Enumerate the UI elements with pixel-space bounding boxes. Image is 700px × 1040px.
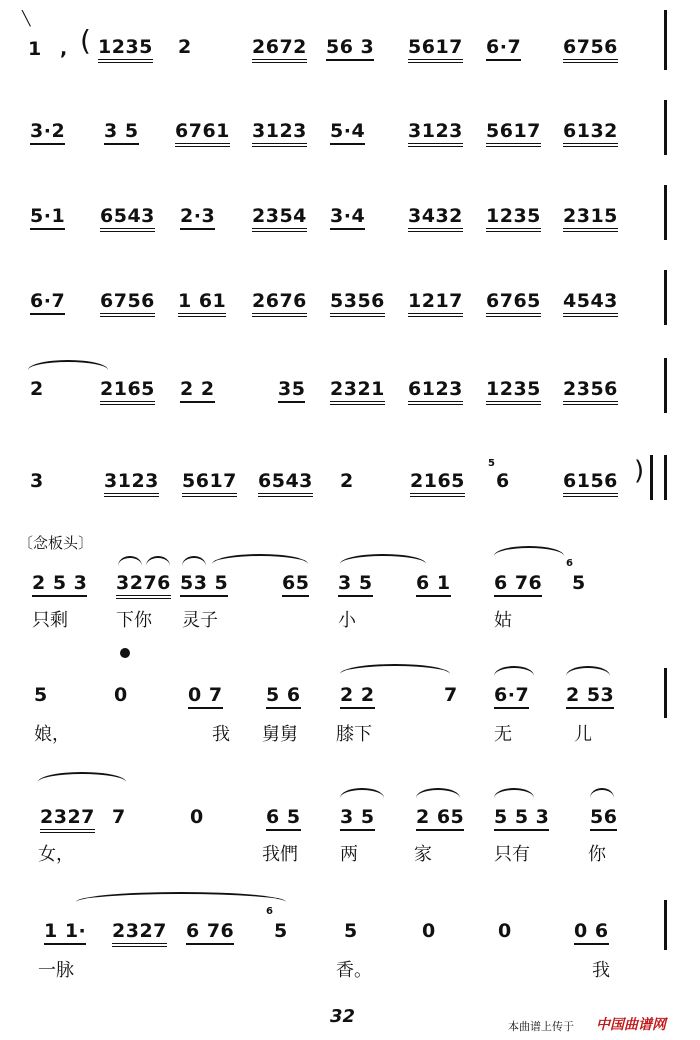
note-group: 6·7 [30,290,65,315]
note-group: 2356 [563,378,618,405]
vocal-note: 7 [112,806,126,828]
lyric: 家 [414,844,432,865]
barline [664,185,667,240]
breath-mark: ╲ [22,11,31,27]
lyric: 儿 [574,724,592,745]
slur [590,788,614,798]
slur [28,360,108,370]
barline [664,100,667,155]
section-label: 〔念板头〕 [18,534,94,552]
lyric: 膝下 [336,724,372,745]
barline [664,358,667,413]
vocal-note: 6 76 [186,920,234,945]
site-logo[interactable]: 中国曲谱网 [596,1017,666,1033]
slur [76,892,286,902]
vocal-note: 0 [498,920,512,942]
note-group: 2676 [252,290,307,317]
note-group: 3 5 [104,120,139,145]
slur [38,772,126,782]
note-group: 5·1 [30,205,65,230]
note-group: 6756 [100,290,155,317]
note-group: 6132 [563,120,618,147]
vocal-note: 53 5 [180,572,228,597]
slur [494,788,534,798]
slur [566,666,610,676]
vocal-note: 3 5 [340,806,375,831]
note-group: 5617 [486,120,541,147]
barline [664,270,667,325]
grace-note: 6 [266,906,273,917]
slur [494,666,534,676]
barline [664,668,667,718]
vocal-note: 3276 [116,572,171,599]
note-group: 2354 [252,205,307,232]
note-group: 5617 [182,470,237,497]
vocal-note: 5 5 3 [494,806,549,831]
vocal-note: 6 5 [266,806,301,831]
note-group: 6543 [100,205,155,232]
note-group: 6·7 [486,36,521,61]
vocal-note: 5 [572,572,586,594]
note-group: 2672 [252,36,307,63]
note-group: 56 3 [326,36,374,61]
vocal-note: 2327 [112,920,167,947]
note-group: 2315 [563,205,618,232]
note-group: 6765 [486,290,541,317]
note-group: 2321 [330,378,385,405]
lyric: 娘， [34,724,70,745]
vocal-note: 56 [590,806,617,831]
vocal-note: 65 [282,572,309,597]
note-group: 1235 [486,378,541,405]
vocal-note: 5 6 [266,684,301,709]
note-group: 1 [28,38,42,60]
lyric: 姑 [494,610,512,631]
note-group: 2 [340,470,354,492]
vocal-note: 0 6 [574,920,609,945]
lyric: 我 [592,960,610,981]
grace-note: 6 [566,558,573,569]
vocal-note: 3 5 [338,572,373,597]
note-group: 1217 [408,290,463,317]
slur [212,554,308,564]
barline [664,10,667,70]
slur [146,556,170,566]
vocal-note: 7 [444,684,458,706]
lyric: 两 [340,844,358,865]
note-group: 3·2 [30,120,65,145]
lyric: 女， [38,844,74,865]
note-group: 2 2 [180,378,215,403]
lyric: 小 [338,610,356,631]
lyric: 只有 [494,844,530,865]
vocal-note: 2 2 [340,684,375,709]
note-group: 3 [30,470,44,492]
vocal-note: 5 [274,920,288,942]
slur [494,546,564,556]
note-group: 5·4 [330,120,365,145]
vocal-note: 1 1· [44,920,86,945]
note-group: 4543 [563,290,618,317]
vocal-note: 6 76 [494,572,542,597]
slur [340,554,426,564]
note-group: 3·4 [330,205,365,230]
comma-mark: , [60,38,68,60]
paren-close: ) [634,456,645,486]
slur [118,556,142,566]
paren-open: ( [80,24,92,57]
vocal-note: 0 [190,806,204,828]
vocal-note: 6 1 [416,572,451,597]
note-group: 2165 [100,378,155,405]
lyric: 灵子 [182,610,218,631]
note-group: 1235 [98,36,153,63]
note-group: 2·3 [180,205,215,230]
slur [182,556,206,566]
barline [664,455,667,500]
vocal-note: 6·7 [494,684,529,709]
grace-note: 5 [488,458,495,469]
upload-note: 本曲谱上传于 [508,1020,574,1033]
note-group: 5617 [408,36,463,63]
lyric: 只剩 [32,610,68,631]
lyric: 下你 [116,610,152,631]
lyric: 香。 [336,960,372,981]
lyric: 一脉 [38,960,74,981]
vocal-note: 0 7 [188,684,223,709]
vocal-note: 2 65 [416,806,464,831]
lyric: 舅舅 [262,724,298,745]
lyric: 我們 [262,844,298,865]
note-group: 2 [178,36,192,58]
note-group: 1 61 [178,290,226,317]
lyric: 你 [588,844,606,865]
note-group: 3123 [104,470,159,497]
vocal-note: 2 5 3 [32,572,87,597]
note-group: 3432 [408,205,463,232]
note-group: 6123 [408,378,463,405]
slur [340,664,450,674]
slur [340,788,384,798]
lyric: 我 [212,724,230,745]
slur [416,788,460,798]
note-group: 2165 [410,470,465,497]
note-group: 6156 [563,470,618,497]
vocal-note: 5 [34,684,48,706]
note-group: 6756 [563,36,618,63]
vocal-note: 5 [344,920,358,942]
vocal-note: 0 [422,920,436,942]
barline [650,455,653,500]
lyric: 无 [494,724,512,745]
note-group: 2 [30,378,44,400]
barline [664,900,667,950]
vocal-note: 2327 [40,806,95,833]
note-group: 6761 [175,120,230,147]
page-number: 32 [330,1006,356,1027]
note-group: 6 [496,470,510,492]
vocal-note: 0 [114,684,128,706]
note-group: 3123 [408,120,463,147]
note-group: 35 [278,378,305,403]
note-group: 6543 [258,470,313,497]
vocal-note: 2 53 [566,684,614,709]
note-group: 1235 [486,205,541,232]
note-group: 5356 [330,290,385,317]
ink-spot [120,648,130,658]
note-group: 3123 [252,120,307,147]
